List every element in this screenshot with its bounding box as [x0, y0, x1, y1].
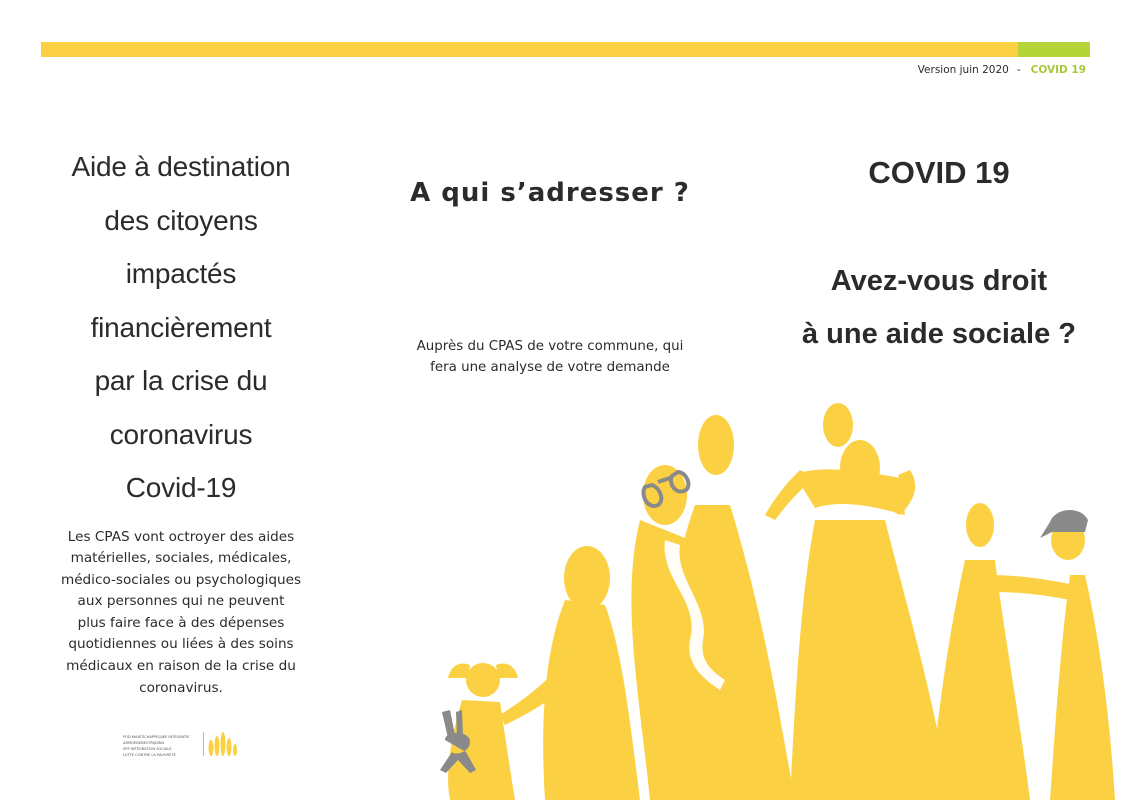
social-aid-question	[786, 255, 1092, 361]
adult1-head	[564, 546, 610, 610]
title-line: coronavirus	[109, 418, 253, 450]
logo-text	[123, 734, 203, 758]
desc-line: quotidiennes ou liées à des soins	[68, 636, 294, 653]
title-line: financièrement	[90, 311, 272, 343]
boy-head	[1051, 520, 1085, 560]
boy-body	[1050, 575, 1115, 800]
title-line: par la crise du	[94, 365, 268, 396]
logo-mark-icon	[203, 730, 241, 758]
adult2-head	[643, 465, 687, 525]
desc-line: aux personnes qui ne peuvent	[77, 593, 285, 610]
who-to-contact-title: A qui s’adresser ?	[410, 178, 690, 208]
adult1-body	[543, 600, 640, 800]
glasses-icon	[643, 472, 688, 506]
logo-line: LUTTE CONTRE LA PAUVRETÉ	[123, 753, 176, 757]
left-description	[40, 527, 322, 700]
covid-tag: COVID 19	[1030, 64, 1086, 76]
covid-title: COVID 19	[868, 155, 1010, 190]
title-line: Covid-19	[125, 472, 237, 503]
middle-description	[380, 336, 720, 378]
cap-icon	[1040, 510, 1088, 538]
title-line: des citoyens	[104, 204, 258, 236]
header-version-line	[918, 64, 1086, 76]
child-head	[466, 663, 500, 697]
desc-line: médicaux en raison de la crise du	[66, 658, 296, 675]
adult3-body	[655, 505, 795, 800]
top-yellow-bar	[41, 42, 1018, 57]
middle-column	[380, 178, 720, 378]
question-line: à une aide sociale ?	[802, 318, 1076, 350]
adult5-head	[966, 503, 994, 547]
man-body	[790, 520, 950, 800]
man-head	[823, 403, 853, 447]
bunny-toy-icon	[440, 710, 476, 773]
adult2-body	[631, 520, 740, 800]
top-green-bar	[1018, 42, 1090, 57]
header-separator: -	[1016, 64, 1021, 76]
desc-line: matérielles, sociales, médicales,	[70, 550, 292, 567]
desc-line: plus faire face à des dépenses	[77, 614, 285, 631]
desc-line: médico-sociales ou psychologiques	[60, 571, 302, 588]
title-line: Aide à destination	[71, 151, 291, 182]
adult5-body	[930, 560, 1030, 800]
child2-head	[840, 440, 880, 496]
version-text: Version juin 2020	[917, 64, 1009, 76]
child-body	[448, 700, 515, 800]
desc-line: coronavirus.	[139, 679, 223, 696]
main-title	[40, 140, 322, 515]
title-line: impactés	[125, 258, 237, 289]
right-column	[786, 155, 1092, 361]
logo-line: ARMOEDEBESTRIJDING	[123, 741, 165, 745]
spp-logo	[123, 730, 243, 760]
logo-line: SPP INTÉGRATION SOCIALE	[123, 747, 172, 751]
desc-line: fera une analyse de votre demande	[430, 360, 670, 375]
desc-line: Les CPAS vont octroyer des aides	[67, 528, 295, 545]
question-line: Avez-vous droit	[830, 265, 1048, 297]
logo-line: POD MAATSCHAPPELIJKE INTEGRATIE	[123, 735, 190, 739]
left-column	[40, 140, 322, 699]
desc-line: Auprès du CPAS de votre commune, qui	[416, 339, 684, 354]
adult3-head	[698, 415, 734, 475]
